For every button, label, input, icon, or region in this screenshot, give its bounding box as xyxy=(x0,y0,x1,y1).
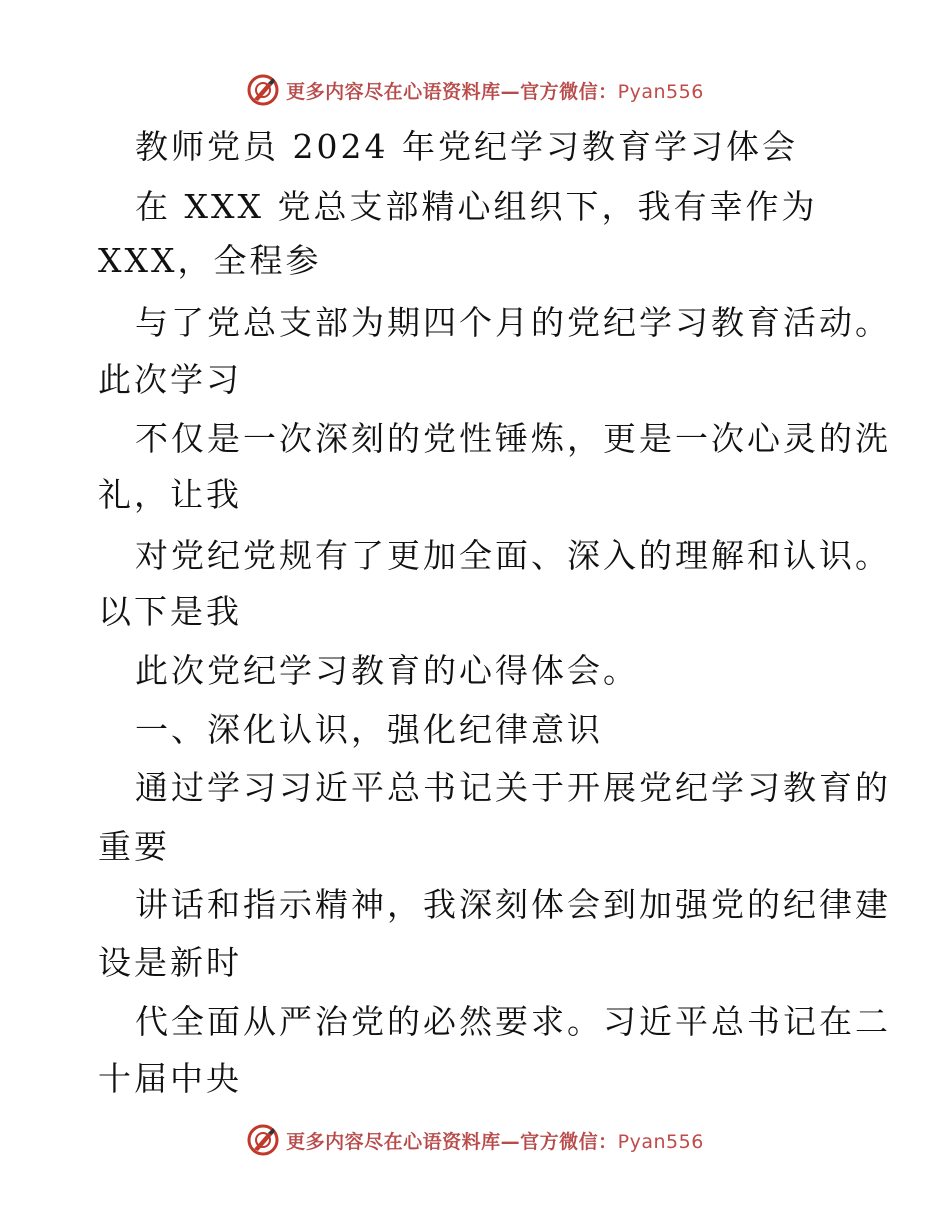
paragraph-line: 在 XXX 党总支部精心组织下，我有幸作为 xyxy=(135,187,818,226)
paragraph-line: 礼，让我 xyxy=(98,475,242,514)
banner-text: 更多内容尽在心语资料库—官方微信：Pyan556 xyxy=(286,1130,704,1153)
paragraph-line: 设是新时 xyxy=(98,943,242,982)
paragraph-line: 对党纪党规有了更加全面、深入的理解和认识。 xyxy=(135,536,891,575)
paragraph-line: 与了党总支部为期四个月的党纪学习教育活动。 xyxy=(135,303,891,342)
banner-text: 更多内容尽在心语资料库—官方微信：Pyan556 xyxy=(286,80,704,103)
paragraph-line: 以下是我 xyxy=(98,592,242,631)
section-heading: 一、深化认识，强化纪律意识 xyxy=(135,710,603,749)
paragraph-line: 重要 xyxy=(98,827,170,866)
paragraph-line: 此次党纪学习教育的心得体会。 xyxy=(135,651,639,690)
wechat-id: Pyan556 xyxy=(617,1130,704,1153)
paragraph-line: 代全面从严治党的必然要求。习近平总书记在二 xyxy=(135,1002,891,1041)
header-banner xyxy=(0,70,950,110)
document-title: 教师党员 2024 年党纪学习教育学习体会 xyxy=(135,127,798,166)
footer-banner xyxy=(0,1120,950,1160)
pen-logo-icon xyxy=(246,73,280,107)
paragraph-line: 通过学习习近平总书记关于开展党纪学习教育的 xyxy=(135,768,891,807)
paragraph-line: 讲话和指示精神，我深刻体会到加强党的纪律建 xyxy=(135,885,891,924)
paragraph-line: 十届中央 xyxy=(98,1059,242,1098)
paragraph-line: 此次学习 xyxy=(98,360,242,399)
paragraph-line: 不仅是一次深刻的党性锤炼，更是一次心灵的洗 xyxy=(135,419,891,458)
wechat-id: Pyan556 xyxy=(617,80,704,103)
paragraph-line: XXX，全程参 xyxy=(98,241,322,280)
pen-logo-icon xyxy=(246,1123,280,1157)
